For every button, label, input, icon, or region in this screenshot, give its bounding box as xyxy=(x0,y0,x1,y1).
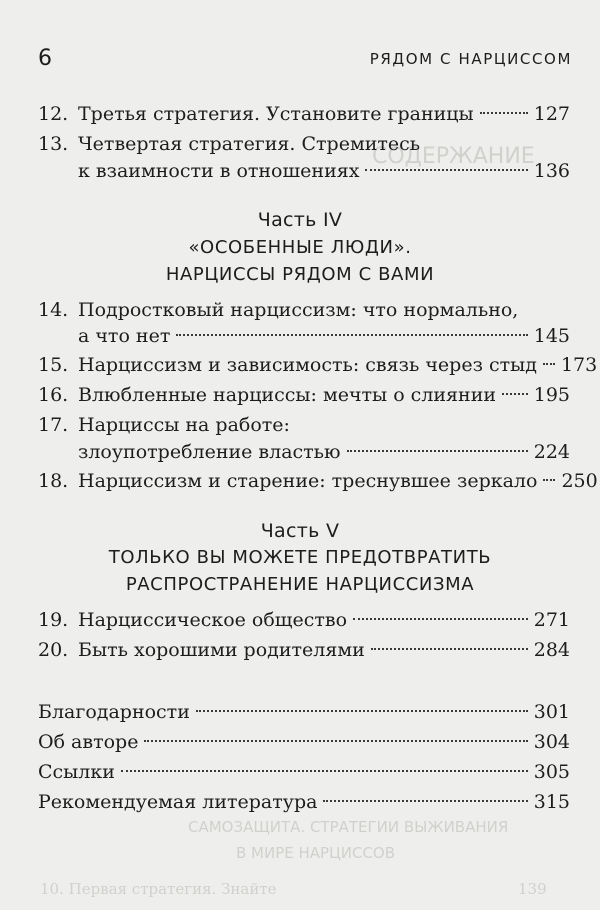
chapter-number: 18. xyxy=(38,470,69,492)
show-through-line: САМОЗАЩИТА. СТРАТЕГИИ ВЫЖИВАНИЯ xyxy=(188,818,509,836)
chapter-title-continued: злоупотребление властью xyxy=(78,441,341,463)
toc-entry-19[interactable] xyxy=(38,605,570,635)
chapter-title: Нарциссизм и старение: треснувшее зеркало xyxy=(78,470,538,492)
dot-leader xyxy=(502,393,528,395)
chapter-title: Нарциссизм и зависимость: связь через стыд xyxy=(78,354,537,376)
chapter-title: Подростковый нарциссизм: что нормально, xyxy=(78,299,519,321)
chapter-number: 17. xyxy=(38,414,69,436)
chapter-title-continued: к взаимности в отношениях xyxy=(78,160,360,182)
chapter-title-continued: а что нет xyxy=(78,325,171,347)
running-title: РЯДОМ С НАРЦИССОМ xyxy=(369,50,572,68)
chapter-title: Третья стратегия. Установите границы xyxy=(78,103,474,125)
page-ref: 173 xyxy=(560,354,598,376)
toc-entry-14-continued[interactable] xyxy=(78,321,570,351)
dot-leader xyxy=(365,169,527,171)
entry-title: Ссылки xyxy=(38,761,115,783)
page-ref: 145 xyxy=(533,325,570,347)
chapter-number: 19. xyxy=(38,609,69,631)
toc-entry-13-continued[interactable] xyxy=(78,156,570,186)
show-through-line: 10. Первая стратегия. Знайте xyxy=(40,880,277,898)
toc-entry-16[interactable] xyxy=(38,380,570,410)
entry-title: Об авторе xyxy=(38,731,139,753)
dot-leader xyxy=(543,479,555,481)
toc-entry-18[interactable] xyxy=(38,466,598,496)
toc-entry-references[interactable] xyxy=(38,757,570,787)
page-ref: 284 xyxy=(533,639,570,661)
dot-leader xyxy=(323,800,527,802)
page-ref: 315 xyxy=(533,791,570,813)
toc-entry-17[interactable] xyxy=(38,410,570,440)
dot-leader xyxy=(371,648,528,650)
page-header xyxy=(38,46,572,76)
part-label: Часть IV xyxy=(257,209,343,231)
toc-entry-about-author[interactable] xyxy=(38,727,570,757)
dot-leader xyxy=(353,618,528,620)
toc-entry-17-continued[interactable] xyxy=(78,437,570,467)
chapter-number: 20. xyxy=(38,639,69,661)
page-ref: 127 xyxy=(533,103,570,125)
chapter-number: 14. xyxy=(38,299,69,321)
dot-leader xyxy=(121,770,528,772)
part-title-line: РАСПРОСТРАНЕНИЕ НАРЦИССИЗМА xyxy=(125,574,475,595)
chapter-number: 13. xyxy=(38,133,69,155)
chapter-title: Быть хорошими родителями xyxy=(78,639,365,661)
chapter-title: Нарциссы на работе: xyxy=(78,414,290,436)
page-number: 6 xyxy=(38,46,52,71)
dot-leader xyxy=(144,740,527,742)
toc-entry-15[interactable] xyxy=(38,350,598,380)
chapter-number: 12. xyxy=(38,103,69,125)
page-ref: 301 xyxy=(533,701,570,723)
toc-entry-20[interactable] xyxy=(38,635,570,665)
page-ref: 224 xyxy=(533,441,570,463)
toc-entry-13[interactable] xyxy=(38,129,570,159)
part-title-line: «ОСОБЕННЫЕ ЛЮДИ». xyxy=(188,237,412,258)
part-label: Часть V xyxy=(260,520,340,542)
dot-leader xyxy=(347,450,528,452)
entry-title: Рекомендуемая литература xyxy=(38,791,318,813)
page-ref: 305 xyxy=(533,761,570,783)
toc-entry-recommended-reading[interactable] xyxy=(38,787,570,817)
part-title-line: НАРЦИССЫ РЯДОМ С ВАМИ xyxy=(165,264,435,285)
chapter-title: Четвертая стратегия. Стремитесь xyxy=(78,133,421,155)
page-ref: 304 xyxy=(533,731,570,753)
entry-title: Благодарности xyxy=(38,701,190,723)
chapter-title: Нарциссическое общество xyxy=(78,609,348,631)
dot-leader xyxy=(480,112,528,114)
page-ref: 136 xyxy=(533,160,570,182)
show-through-heading: СОДЕРЖАНИЕ xyxy=(372,144,535,169)
page-ref: 195 xyxy=(533,384,570,406)
show-through-line: В МИРЕ НАРЦИССОВ xyxy=(236,844,396,862)
dot-leader xyxy=(176,334,527,336)
chapter-number: 16. xyxy=(38,384,69,406)
dot-leader xyxy=(196,710,528,712)
page-ref: 250 xyxy=(561,470,598,492)
chapter-title: Влюбленные нарциссы: мечты о слиянии xyxy=(78,384,497,406)
dot-leader xyxy=(543,363,555,365)
toc-entry-acknowledgments[interactable] xyxy=(38,697,570,727)
page-ref: 271 xyxy=(533,609,570,631)
show-through-line: 139 xyxy=(518,880,547,898)
chapter-number: 15. xyxy=(38,354,69,376)
part-title-line: ТОЛЬКО ВЫ МОЖЕТЕ ПРЕДОТВРАТИТЬ xyxy=(108,547,492,568)
toc-entry-12[interactable] xyxy=(38,99,570,129)
